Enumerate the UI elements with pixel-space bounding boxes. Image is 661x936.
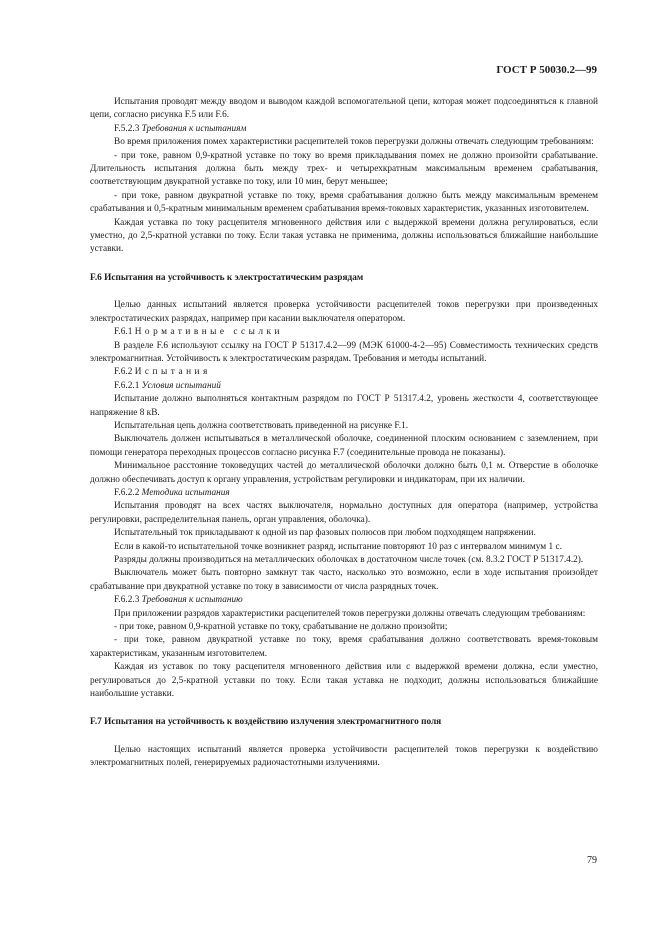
paragraph: Испытательный ток прикладывают к одной из пар фазовых полюсов при любом подходящем напряжении.	[114, 528, 536, 539]
paragraph: - при токе, равном 0,9-кратной уставке по току во время прикладывания помех не должно произойти срабатывание. Длительность испытания должна быть между трех- и четырехкратным максимальным временем срабатывания, соответствующим двукратной уставке по току, или 10 мин, берут меньшее;	[90, 150, 598, 188]
subsection-title: Нормативные ссылки	[134, 327, 284, 338]
paragraph: - при токе, равном двукратной уставке по току, время срабатывания должно соответствовать время-токовым характеристикам, указанным изготовителем.	[90, 635, 598, 659]
subsection-title: Испытания	[134, 367, 211, 378]
paragraph: Испытательная цепь должна соответствовать приведенной на рисунке F.1.	[114, 420, 409, 431]
paragraph: Минимальное расстояние токоведущих частей до металлической оболочки должно быть 0,1 м. Отверстие в оболочке должно обеспечивать доступ к органу управления, устройствам регулировки и индикаторам, при их наличии.	[90, 461, 598, 485]
subsection-heading	[90, 123, 598, 136]
subsection-number: F.6.2.2	[114, 487, 140, 498]
paragraph: - при токе, равном двукратной уставке по току, время срабатывания должно быть между максимальным временем срабатывания и 0,5-кратным минимальным временем срабатывания время-токовых характеристик, указанных изготовителем.	[90, 190, 598, 215]
paragraph: Каждая из уставок по току расцепителя мгновенного действия или с выдержкой времени должна, если уместно, регулироваться до 2,5-кратной уставки по току. Если такая уставка не подходит, должны использоваться ближайшие наибольшие уставки.	[90, 662, 598, 700]
paragraph: Выключатель должен испытываться в металлической оболочке, соединенной плоским основанием с заземлением, при помощи генератора переходных процессов согласно рисунка F.7 (соединительные провода не показаны).	[90, 434, 598, 458]
paragraph: Целью настоящих испытаний является проверка устойчивости расцепителей токов перегрузки к воздействию электромагнитных полей, генерируемых радиочастотными излучениями.	[90, 744, 598, 769]
paragraph: При приложении разрядов характеристики расцепителей токов перегрузки должны отвечать следующим требованиям:	[114, 608, 586, 619]
paragraph: В разделе F.6 используют ссылку на ГОСТ Р 51317.4.2—99 (МЭК 61000-4-2—95) Совместимость технических средств электромагнитная. Устойчивость к электростатическим разрядам. Требования и методы испытаний.	[90, 340, 598, 364]
paragraph: Разряды должны производиться на металлических оболочках в достаточном числе точек (см. 8.3.2 ГОСТ Р 51317.4.2).	[114, 555, 584, 565]
subsection-heading	[90, 366, 598, 379]
paragraph: Выключатель может быть повторно замкнут так часто, насколько это возможно, если в ходе испытания произойдет срабатывание при двукратной уставке по току в зависимости от числа разрядных точек.	[90, 568, 598, 592]
paragraph: Каждая уставка по току расцепителя мгновенного действия или с выдержкой времени должна регулироваться, если уместно, до 2,5-кратной уставки по току. Если такая уставка не применима, должны использоваться ближайшие наибольшие уставки.	[90, 217, 598, 255]
paragraph: Испытание должно выполняться контактным разрядом по ГОСТ Р 51317.4.2, уровень жесткости 4, соответствующее напряжение 8 кВ.	[90, 394, 598, 418]
subsection-title: Методика испытания	[141, 487, 230, 498]
document-body	[90, 96, 598, 771]
subsection-title: Требования к испытанию	[141, 595, 243, 606]
subsection-heading	[90, 326, 598, 339]
subsection-number: F.6.2.3	[114, 595, 140, 606]
paragraph: Целью данных испытаний является проверка устойчивости расцепителей токов перегрузки при произведенных электростатических разрядах, например при касании выключателя оператором.	[90, 300, 598, 324]
section-heading: F.7 Испытания на устойчивость к воздействию излучения электромагнитного поля	[90, 717, 442, 728]
subsection-title: Условия испытаний	[141, 380, 221, 391]
subsection-number: F.5.2.3	[114, 123, 140, 134]
paragraph: Во время приложения помех характеристики расцепителей токов перегрузки должны отвечать следующим требованиям:	[114, 137, 594, 148]
paragraph: - при токе, равном 0,9-кратной уставке по току, срабатывание не должно произойти;	[114, 622, 448, 633]
section-heading: F.6 Испытания на устойчивость к электростатическим разрядам	[90, 272, 364, 283]
document-id-header: ГОСТ Р 50030.2—99	[496, 64, 597, 76]
subsection-heading	[90, 594, 598, 607]
subsection-heading	[90, 380, 598, 393]
subsection-number: F.6.2	[114, 367, 133, 378]
subsection-number: F.6.2.1	[114, 380, 140, 391]
subsection-title: Требования к испытаниям	[141, 123, 247, 134]
paragraph: Испытания проводят между вводом и выводом каждой вспомогательной цепи, которая может подсоединяться к главной цепи, согласно рисунка F.5 или F.6.	[90, 97, 598, 121]
paragraph: Испытания проводят на всех частях выключателя, нормально доступных для оператора (например, устройства регулировки, распределительная панель, орган управления, оболочка).	[90, 501, 598, 525]
page-number: 79	[587, 855, 597, 866]
paragraph: Если в какой-то испытательной точке возникнет разряд, испытание повторяют 10 раз с интервалом минимум 1 с.	[114, 541, 562, 552]
subsection-heading	[90, 487, 598, 500]
subsection-number: F.6.1	[114, 327, 133, 338]
